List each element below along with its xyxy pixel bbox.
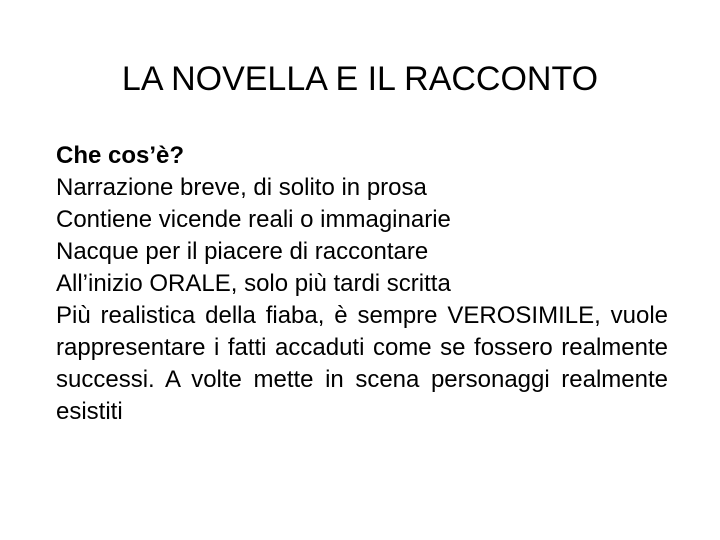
slide-title: LA NOVELLA E IL RACCONTO [121, 60, 599, 98]
text-line: Contiene vicende reali o immaginarie [56, 206, 451, 233]
description-paragraph: Più realistica della fiaba, è sempre VEROSIMILE, vuole rappresentare i fatti accaduti come se fossero realmente successi. A volte mette in scena personaggi realmente esistiti [56, 302, 668, 425]
slide-body [56, 140, 668, 428]
text-line: Nacque per il piacere di raccontare [56, 238, 429, 265]
text-line: All’inizio ORALE, solo più tardi scritta [56, 270, 451, 297]
text-line: Narrazione breve, di solito in prosa [56, 174, 427, 201]
question-line: Che cos’è? [56, 142, 185, 169]
